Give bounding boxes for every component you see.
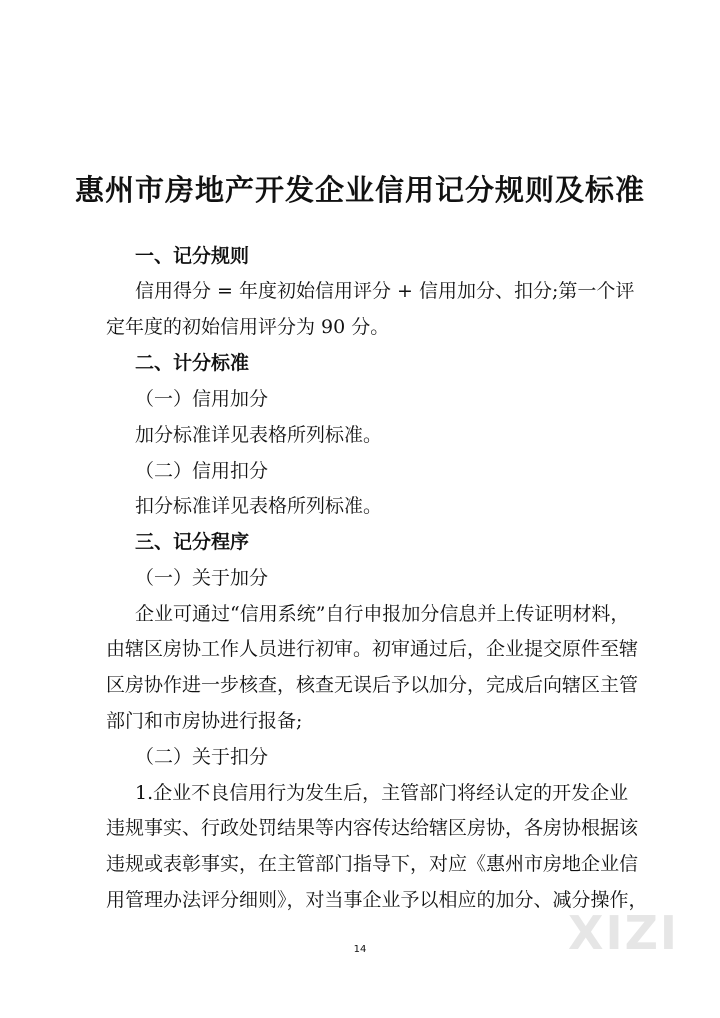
subsection-heading: （一）关于加分 (135, 567, 269, 589)
section-heading-1: 一、记分规则 (135, 245, 250, 267)
paragraph-line: 区房协作进一步核查，核查无误后予以加分，完成后向辖区主管 (106, 674, 639, 696)
paragraph-line: 违规事实、行政处罚结果等内容传达给辖区房协，各房协根据该 (106, 817, 639, 839)
document-title: 惠州市房地产开发企业信用记分规则及标准 (74, 173, 645, 207)
section-heading-3: 三、记分程序 (135, 531, 250, 553)
paragraph-line: 部门和市房协进行报备; (106, 710, 303, 732)
page-number: 14 (353, 944, 367, 955)
section-heading-2: 二、计分标准 (135, 352, 250, 374)
paragraph-line: 企业可通过“信用系统”自行申报加分信息并上传证明材料， (135, 603, 630, 625)
paragraph-line: 定年度的初始信用评分为 90 分。 (106, 316, 390, 338)
paragraph-line: 加分标准详见表格所列标准。 (135, 424, 383, 446)
paragraph-line: 扣分标准详见表格所列标准。 (135, 495, 383, 517)
paragraph-line: 用管理办法评分细则》，对当事企业予以相应的加分、减分操作， (106, 889, 648, 911)
subsection-heading: （二）信用扣分 (135, 460, 269, 482)
watermark-logo: XIZI (568, 906, 680, 960)
paragraph-line: 1.企业不良信用行为发生后，主管部门将经认定的开发企业 (135, 782, 629, 804)
subsection-heading: （一）信用加分 (135, 388, 269, 410)
subsection-heading: （二）关于扣分 (135, 746, 269, 768)
paragraph-line: 由辖区房协工作人员进行初审。初审通过后，企业提交原件至辖 (106, 638, 639, 660)
paragraph-line: 信用得分 = 年度初始信用评分 + 信用加分、扣分;第一个评 (135, 280, 635, 302)
paragraph-line: 违规或表彰事实，在主管部门指导下，对应《惠州市房地企业信 (106, 853, 639, 875)
